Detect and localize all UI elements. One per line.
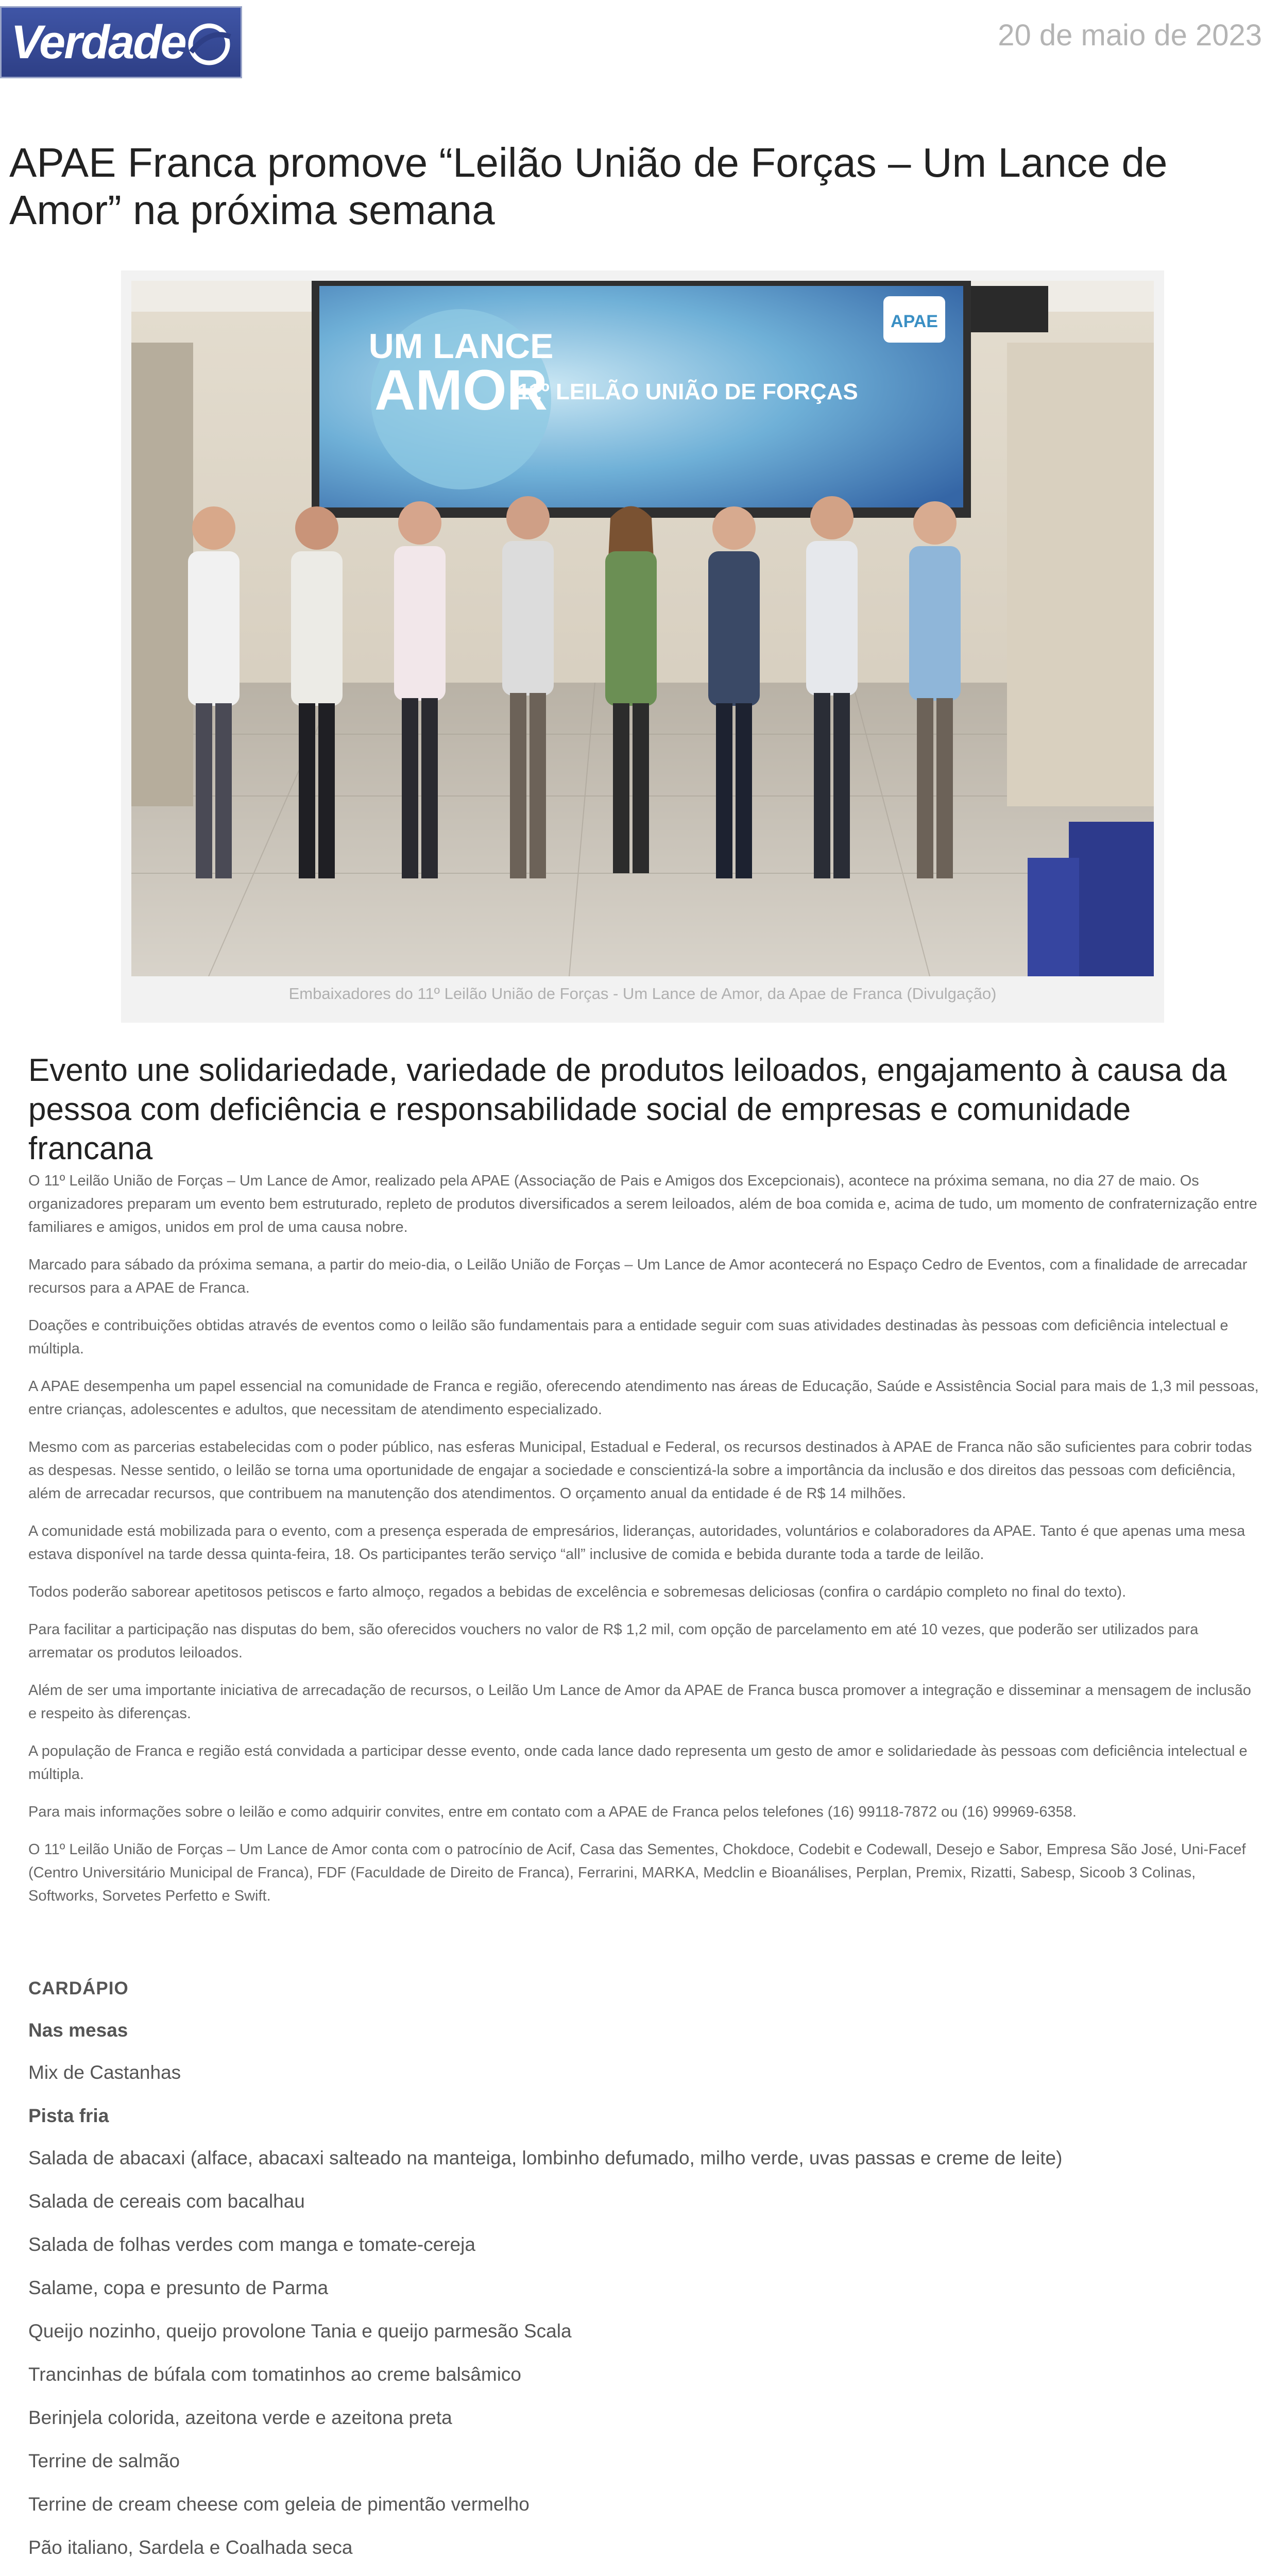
- paragraph: Além de ser uma importante iniciativa de arrecadação de recursos, o Leilão Um Lance de Amor da APAE de Franca busca promover a integração e disseminar a mensagem de inclusão e respeito às diferenças.: [28, 1682, 1251, 1722]
- paragraph: O 11º Leilão União de Forças – Um Lance de Amor conta com o patrocínio de Acif, Casa das Sementes, Chokdoce, Codebit e Codewall, Desejo e Sabor, Empresa São José, Uni-Facef (Centro Universitário Municipal de Franca), FDF (Faculdade de Direito de Franca), Ferrarini, MARKA, Medclin e Bioanálises, Perplan, Premix, Rizatti, Sabesp, Sicoob 3 Colinas, Softworks, Sorvetes Perfetto e Swift.: [28, 1841, 1246, 1904]
- screen-title-line2: AMOR: [374, 359, 548, 422]
- site-header: [0, 0, 1280, 82]
- menu-section-title: Nas mesas: [28, 2020, 128, 2041]
- photo-caption: Embaixadores do 11º Leilão União de Forças - Um Lance de Amor, da Apae de Franca (Divulgação): [288, 985, 997, 1003]
- paragraph: Todos poderão saborear apetitosos petiscos e farto almoço, regados a bebidas de excelência e sobremesas deliciosas (confira o cardápio completo no final do texto).: [28, 1584, 1127, 1600]
- logo-text: Verdade: [11, 16, 185, 69]
- paragraph: Doações e contribuições obtidas através de eventos como o leilão são fundamentais para a entidade seguir com suas atividades destinadas às pessoas com deficiência intelectual e múltipla.: [28, 1317, 1228, 1357]
- menu-item: Terrine de salmão: [28, 2450, 180, 2471]
- event-photo-illustration: [131, 281, 1154, 976]
- screen-badge: APAE: [891, 312, 938, 331]
- paragraph: Marcado para sábado da próxima semana, a partir do meio-dia, o Leilão União de Forças – Um Lance de Amor acontecerá no Espaço Cedro de Eventos, com a finalidade de arrecadar recursos para a APAE de Franca.: [28, 1257, 1248, 1296]
- logo-swoosh-icon: [186, 21, 232, 67]
- paragraph: O 11º Leilão União de Forças – Um Lance de Amor, realizado pela APAE (Associação de Pais e Amigos dos Excepcionais), acontece na próxima semana, no dia 27 de maio. Os organizadores preparam um evento bem estruturado, repleto de produtos diversificados a serem leiloados, além de boa comida e, acima de tudo, um momento de confraternização entre familiares e amigos, unidos em prol de uma causa nobre.: [28, 1173, 1257, 1235]
- paragraph: A população de Franca e região está convidada a participar desse evento, onde cada lance dado representa um gesto de amor e solidariedade às pessoas com deficiência intelectual e múltipla.: [28, 1743, 1248, 1783]
- menu-title: CARDÁPIO: [28, 1978, 129, 1998]
- menu-section-title: Pista fria: [28, 2105, 109, 2126]
- article-photo[interactable]: [131, 281, 1154, 976]
- site-logo[interactable]: [0, 6, 242, 78]
- paragraph: A comunidade está mobilizada para o evento, com a presença esperada de empresários, lideranças, autoridades, voluntários e colaboradores da APAE. Tanto é que apenas uma mesa estava disponível na tarde dessa quinta-feira, 18. Os participantes terão serviço “all” inclusive de comida e bebida durante toda a tarde de leilão.: [28, 1523, 1245, 1563]
- screen-title-line1: UM LANCE: [368, 327, 554, 366]
- article-subheadline: Evento une solidariedade, variedade de produtos leiloados, engajamento à causa da pessoa com deficiência e responsabilidade social de empresas e comunidade francana: [28, 1053, 1227, 1166]
- menu-item: Salame, copa e presunto de Parma: [28, 2277, 329, 2298]
- screen-subtitle: 11º LEILÃO UNIÃO DE FORÇAS: [517, 379, 858, 404]
- menu-item: Salada de abacaxi (alface, abacaxi salteado na manteiga, lombinho defumado, milho verde, uvas passas e creme de leite): [28, 2147, 1063, 2168]
- paragraph: Para facilitar a participação nas disputas do bem, são oferecidos vouchers no valor de R$ 1,2 mil, com opção de parcelamento em até 10 vezes, que poderão ser utilizados para arrematar os produtos leiloados.: [28, 1621, 1199, 1661]
- menu-item: Salada de cereais com bacalhau: [28, 2191, 305, 2212]
- article-headline: APAE Franca promove “Leilão União de Forças – Um Lance de Amor” na próxima semana: [9, 140, 1168, 233]
- menu-item: Trancinhas de búfala com tomatinhos ao creme balsâmico: [28, 2364, 521, 2385]
- menu-item: Berinjela colorida, azeitona verde e azeitona preta: [28, 2407, 452, 2428]
- menu-item: Terrine de cream cheese com geleia de pimentão vermelho: [28, 2494, 530, 2515]
- article-figure: [121, 270, 1164, 1023]
- menu-item: Salada de folhas verdes com manga e tomate-cereja: [28, 2234, 475, 2255]
- menu-item: Mix de Castanhas: [28, 2062, 181, 2083]
- menu-list: [28, 1978, 1259, 2576]
- paragraph: Mesmo com as parcerias estabelecidas com o poder público, nas esferas Municipal, Estadual e Federal, os recursos destinados à APAE de Franca não são suficientes para cobrir todas as despesas. Nesse sentido, o leilão se torna uma oportunidade de engajar a sociedade e conscientizá-la sobre a importância da inclusão e dos direitos das pessoas com deficiência, além de arrecadar recursos, que contribuem na manutenção dos atendimentos. O orçamento anual da entidade é de R$ 14 milhões.: [28, 1439, 1252, 1502]
- menu-item: Queijo nozinho, queijo provolone Tania e queijo parmesão Scala: [28, 2320, 572, 2342]
- article-body: [28, 1170, 1259, 1922]
- paragraph: Para mais informações sobre o leilão e como adquirir convites, entre em contato com a APAE de Franca pelos telefones (16) 99118-7872 ou (16) 99969-6358.: [28, 1804, 1077, 1820]
- publish-date: 20 de maio de 2023: [998, 19, 1262, 52]
- menu-item: Pão italiano, Sardela e Coalhada seca: [28, 2537, 353, 2558]
- paragraph: A APAE desempenha um papel essencial na comunidade de Franca e região, oferecendo atendimento nas áreas de Educação, Saúde e Assistência Social para mais de 1,3 mil pessoas, entre crianças, adolescentes e adultos, que necessitam de atendimento especializado.: [28, 1378, 1259, 1418]
